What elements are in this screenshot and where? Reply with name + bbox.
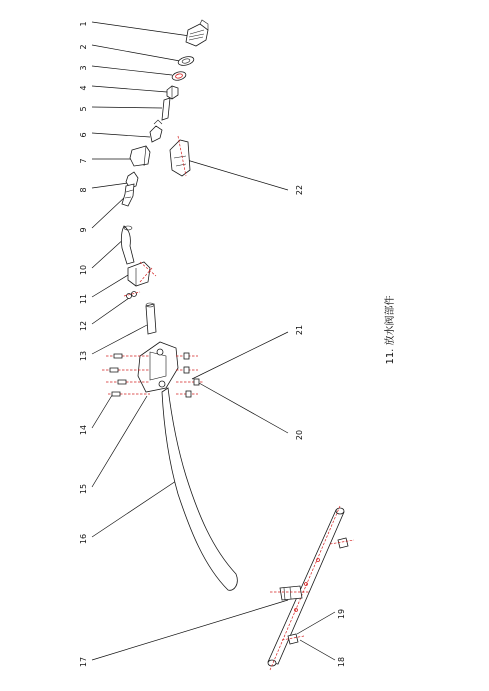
part-15-valve-assembly xyxy=(138,342,178,392)
part-1-valve-knob xyxy=(186,20,208,46)
callout-7: 7 xyxy=(79,158,88,164)
callout-4: 4 xyxy=(79,85,88,91)
part-5-stem xyxy=(162,98,170,120)
part-16-long-hose xyxy=(162,388,237,590)
part-12-screws xyxy=(124,292,140,299)
part-9-elbow xyxy=(122,184,134,206)
callout-10: 10 xyxy=(79,264,88,276)
callout-22: 22 xyxy=(295,184,304,196)
callout-17: 17 xyxy=(79,656,88,668)
part-2-ring xyxy=(177,55,195,67)
part-13-hose-segment xyxy=(146,303,156,334)
callout-6: 6 xyxy=(79,132,88,138)
callout-1: 1 xyxy=(79,21,88,27)
part-3-washer xyxy=(171,70,187,81)
callout-12: 12 xyxy=(79,320,88,332)
callout-3: 3 xyxy=(79,65,88,71)
callout-8: 8 xyxy=(79,187,88,193)
callout-19: 19 xyxy=(337,608,346,620)
callout-14: 14 xyxy=(79,424,88,436)
callout-2: 2 xyxy=(79,44,88,50)
callout-16: 16 xyxy=(79,533,88,545)
part-11-valve-body xyxy=(128,262,156,286)
part-10-short-hose xyxy=(121,226,134,264)
part-17-spray-bar xyxy=(268,506,344,670)
callout-15: 15 xyxy=(79,483,88,495)
callout-18: 18 xyxy=(337,656,346,668)
part-6-fitting xyxy=(150,120,162,142)
part-7-bracket xyxy=(130,146,150,166)
callout-13: 13 xyxy=(79,350,88,362)
part-22-bracket-plate xyxy=(170,136,190,176)
part-4-nut xyxy=(167,86,178,99)
callout-11: 11 xyxy=(79,293,88,305)
callout-21: 21 xyxy=(295,324,304,336)
callout-5: 5 xyxy=(79,106,88,112)
callout-9: 9 xyxy=(79,227,88,233)
callout-20: 20 xyxy=(295,429,304,441)
diagram-title: 11. 放水阀部件 xyxy=(385,295,396,365)
